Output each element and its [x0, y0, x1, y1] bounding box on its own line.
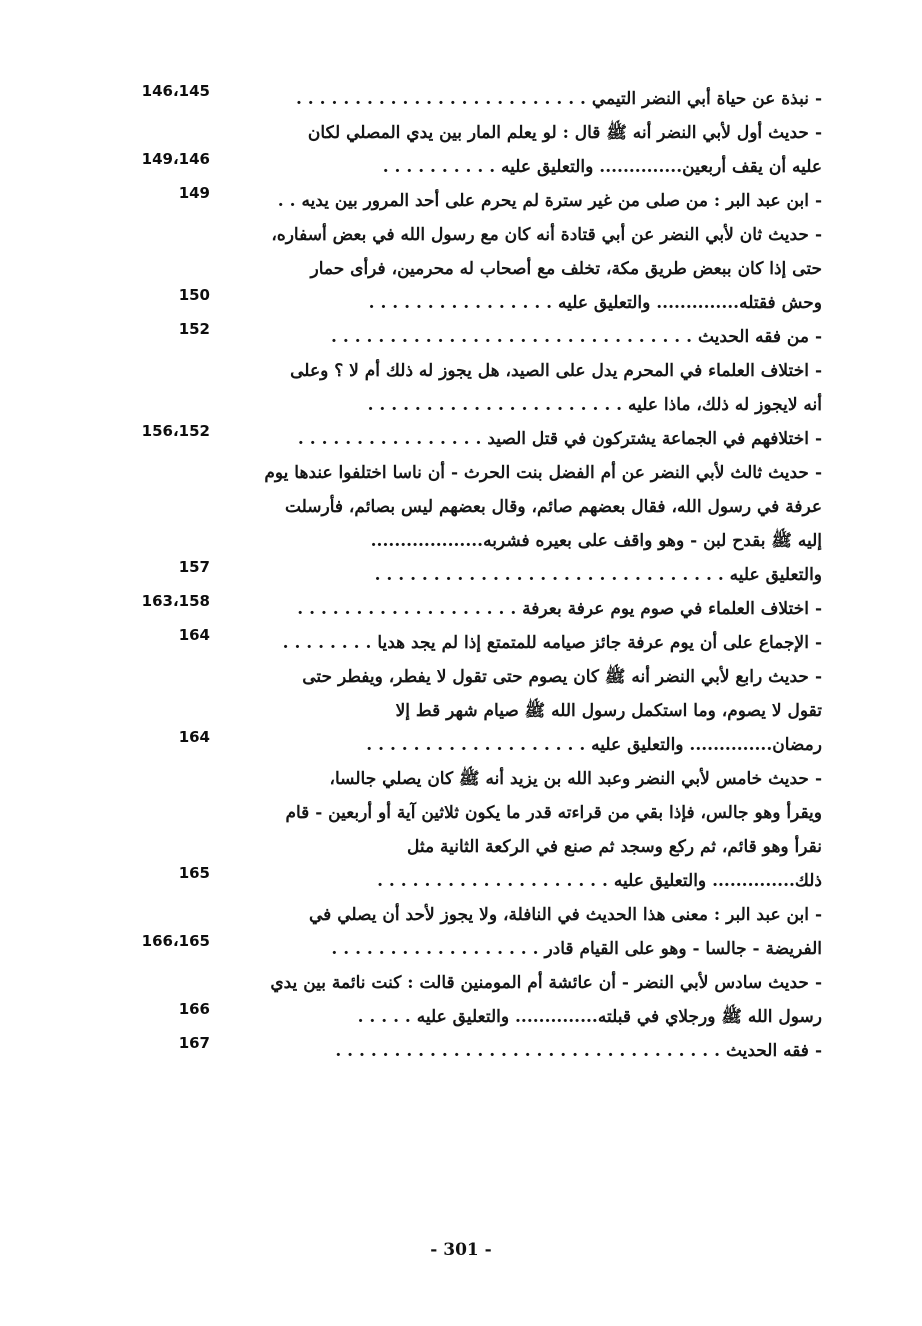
- toc-entry: [100, 966, 822, 1034]
- toc-line: [100, 762, 822, 796]
- entry-text-content: حديث ثالث لأبي النضر عن أم الفضل بنت الحرث - أن ناسا اختلفوا عندها يوم: [264, 463, 809, 483]
- entry-text-content: اختلاف العلماء في صوم يوم عرفة بعرفة . . . . . . . . . . . . . . . . . . .: [297, 599, 809, 619]
- page-ref: 166،165: [141, 932, 210, 950]
- toc-line: [100, 966, 822, 1000]
- entry-text: [214, 764, 822, 794]
- entry-bullet: -: [814, 633, 822, 653]
- toc-line: [100, 796, 822, 830]
- entry-bullet: -: [814, 769, 822, 789]
- page-ref: 167: [178, 1034, 210, 1052]
- entry-text: [214, 628, 822, 658]
- toc-line: [100, 490, 822, 524]
- toc-entry: [100, 354, 822, 422]
- toc-line: [100, 830, 822, 864]
- entry-text-content: حديث خامس لأبي النضر وعبد الله بن يزيد أنه ﷺ كان يصلي جالسا،: [329, 769, 809, 789]
- toc-entry: [100, 660, 822, 762]
- page-ref: 149: [178, 184, 210, 202]
- toc-line: [100, 422, 822, 456]
- toc-line: [100, 456, 822, 490]
- toc-line: [100, 82, 822, 116]
- toc-entry: [100, 626, 822, 660]
- entry-text: [214, 186, 822, 216]
- entry-text: ويقرأ وهو جالس، فإذا بقي من قراءته قدر ما يكون ثلاثين آية أو أربعين - قام: [285, 803, 822, 823]
- page-ref: 163،158: [141, 592, 210, 610]
- page-ref: 150: [178, 286, 210, 304]
- page-ref: 156،152: [141, 422, 210, 440]
- entry-text: ذلك.............. والتعليق عليه . . . . . . . . . . . . . . . . . . . .: [377, 871, 822, 891]
- entry-text-content: فقه الحديث . . . . . . . . . . . . . . . . . . . . . . . . . . . . . . . . .: [335, 1041, 809, 1061]
- toc-line: [100, 932, 822, 966]
- entry-text: نقرأ وهو قائم، ثم ركع وسجد ثم صنع في الركعة الثانية مثل: [406, 837, 822, 857]
- entry-text: عليه أن يقف أربعين.............. والتعليق عليه . . . . . . . . . .: [382, 157, 822, 177]
- entry-text-content: ابن عبد البر : من صلى من غير سترة لم يحرم على أحد المرور بين يديه . .: [277, 191, 809, 211]
- toc-line: [100, 354, 822, 388]
- entry-text: عرفة في رسول الله، فقال بعضهم صائم، وقال بعضهم ليس بصائم، فأرسلت: [284, 497, 822, 517]
- toc-line: [100, 524, 822, 558]
- entry-text-content: الإجماع على أن يوم عرفة جائز صيامه للمتمتع إذا لم يجد هديا . . . . . . . .: [282, 633, 809, 653]
- toc-entry: [100, 184, 822, 218]
- entry-text-content: اختلاف العلماء في المحرم يدل على الصيد، هل يجوز له ذلك أم لا ؟ وعلى: [290, 361, 809, 381]
- entry-text: وحش فقتله.............. والتعليق عليه . . . . . . . . . . . . . . . .: [368, 293, 822, 313]
- toc-line: [100, 694, 822, 728]
- entry-text: [214, 458, 822, 488]
- toc-line: [100, 864, 822, 898]
- entry-text: تقول لا يصوم، وما استكمل رسول الله ﷺ صيام شهر قط إلا: [395, 701, 822, 721]
- entry-text: [214, 900, 822, 930]
- toc-entry: [100, 320, 822, 354]
- page-ref: 164: [178, 728, 210, 746]
- entry-bullet: -: [814, 599, 822, 619]
- toc-line: [100, 626, 822, 660]
- entry-text-content: اختلافهم في الجماعة يشتركون في قتل الصيد . . . . . . . . . . . . . . . .: [297, 429, 809, 449]
- entry-bullet: -: [814, 89, 822, 109]
- toc-entry: [100, 592, 822, 626]
- entry-text: [214, 84, 822, 114]
- toc-line: [100, 728, 822, 762]
- toc-entry: [100, 898, 822, 966]
- toc-line: [100, 558, 822, 592]
- page-ref: 166: [178, 1000, 210, 1018]
- toc-line: [100, 150, 822, 184]
- toc-entry: [100, 762, 822, 898]
- toc-line: [100, 252, 822, 286]
- toc-line: [100, 1000, 822, 1034]
- entry-bullet: -: [814, 429, 822, 449]
- page-number: - 301 -: [430, 1240, 492, 1260]
- entry-text: [214, 220, 822, 250]
- toc-line: [100, 286, 822, 320]
- toc-line: [100, 320, 822, 354]
- entry-bullet: -: [814, 225, 822, 245]
- entry-text-content: نبذة عن حياة أبي النضر التيمي . . . . . . . . . . . . . . . . . . . . . . . . .: [295, 89, 809, 109]
- entry-text-content: من فقه الحديث . . . . . . . . . . . . . . . . . . . . . . . . . . . . . . .: [331, 327, 809, 347]
- entry-text: أنه لايجوز له ذلك، ماذا عليه . . . . . . . . . . . . . . . . . . . . . .: [367, 395, 822, 415]
- page-ref: 146،145: [141, 82, 210, 100]
- entry-bullet: -: [814, 973, 822, 993]
- entry-text: [214, 118, 822, 148]
- entry-text-content: حديث أول لأبي النضر أنه ﷺ قال : لو يعلم المار بين يدي المصلي لكان: [307, 123, 809, 143]
- entry-bullet: -: [814, 667, 822, 687]
- entry-text: [214, 424, 822, 454]
- entry-text: [214, 662, 822, 692]
- entry-text: إليه ﷺ بقدح لبن - وهو واقف على بعيره فشربه...................: [370, 531, 822, 551]
- entry-text-content: حديث رابع لأبي النضر أنه ﷺ كان يصوم حتى تقول لا يفطر، ويفطر حتى: [302, 667, 809, 687]
- toc-line: [100, 116, 822, 150]
- entry-bullet: -: [814, 361, 822, 381]
- toc-entry: [100, 82, 822, 116]
- toc-line: [100, 660, 822, 694]
- toc-entry: [100, 1034, 822, 1068]
- page-ref: 165: [178, 864, 210, 882]
- toc-line: [100, 184, 822, 218]
- entry-text: [214, 594, 822, 624]
- table-of-contents: [100, 82, 822, 1068]
- toc-line: [100, 218, 822, 252]
- entry-text: [214, 968, 822, 998]
- entry-text: [214, 1036, 822, 1066]
- entry-bullet: -: [814, 191, 822, 211]
- page-ref: 149،146: [141, 150, 210, 168]
- entry-bullet: -: [814, 327, 822, 347]
- entry-text-content: حديث سادس لأبي النضر - أن عائشة أم المومنين قالت : كنت نائمة بين يدي: [270, 973, 809, 993]
- entry-bullet: -: [814, 905, 822, 925]
- toc-entry: [100, 422, 822, 456]
- toc-line: [100, 1034, 822, 1068]
- entry-bullet: -: [814, 123, 822, 143]
- entry-text: [214, 322, 822, 352]
- entry-text: رمضان.............. والتعليق عليه . . . . . . . . . . . . . . . . . . .: [366, 735, 822, 755]
- entry-text: الفريضة - جالسا - وهو على القيام قادر . . . . . . . . . . . . . . . . . .: [331, 939, 822, 959]
- toc-entry: [100, 218, 822, 320]
- entry-text-content: حديث ثان لأبي النضر عن أبي قتادة أنه كان مع رسول الله في بعض أسفاره،: [271, 225, 809, 245]
- toc-line: [100, 388, 822, 422]
- toc-line: [100, 592, 822, 626]
- page-ref: 164: [178, 626, 210, 644]
- entry-text: [214, 356, 822, 386]
- entry-text: والتعليق عليه . . . . . . . . . . . . . . . . . . . . . . . . . . . . . .: [374, 565, 822, 585]
- entry-text: رسول الله ﷺ ورجلاي في قبلته.............. والتعليق عليه . . . . .: [357, 1007, 822, 1027]
- entry-text: حتى إذا كان ببعض طريق مكة، تخلف مع أصحاب له محرمين، فرأى حمار: [310, 259, 822, 279]
- toc-line: [100, 898, 822, 932]
- toc-entry: [100, 116, 822, 184]
- entry-bullet: -: [814, 1041, 822, 1061]
- entry-text-content: ابن عبد البر : معنى هذا الحديث في النافلة، ولا يجوز لأحد أن يصلي في: [308, 905, 809, 925]
- page-ref: 157: [178, 558, 210, 576]
- entry-bullet: -: [814, 463, 822, 483]
- toc-entry: [100, 456, 822, 592]
- page-ref: 152: [178, 320, 210, 338]
